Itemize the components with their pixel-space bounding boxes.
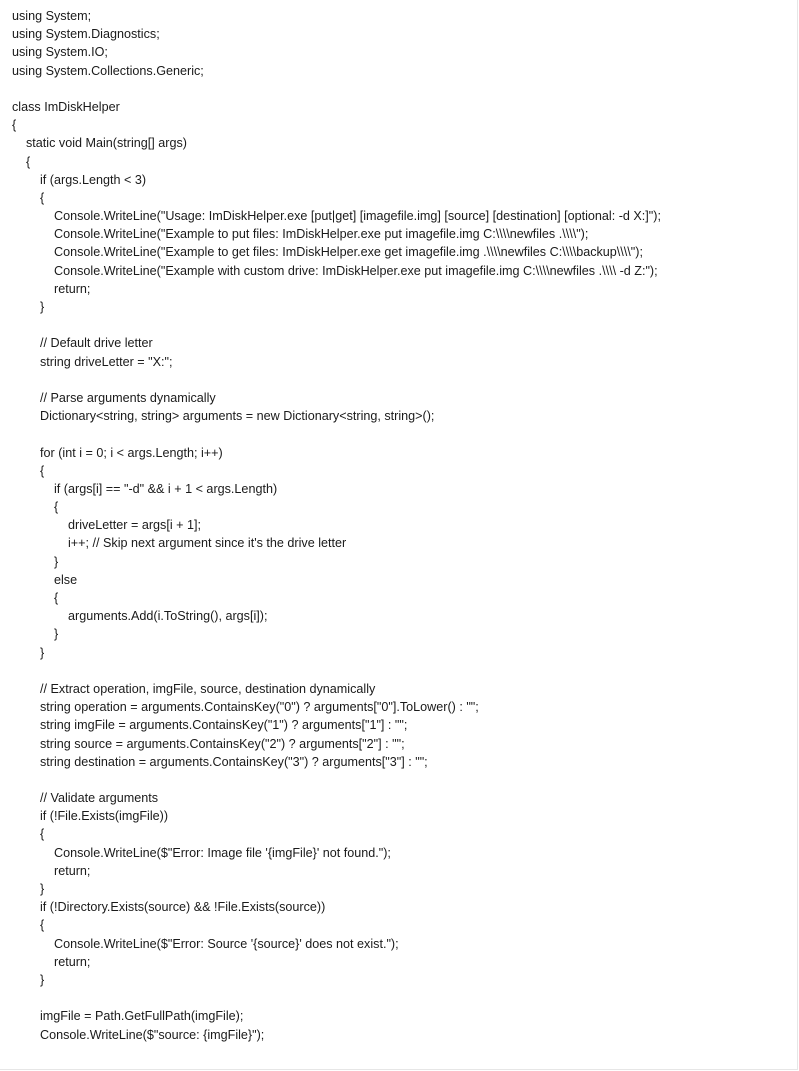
code-line: string operation = arguments.ContainsKey("0") ? arguments["0"].ToLower() : ""; [40, 700, 479, 715]
code-line: { [40, 463, 45, 478]
blank-line [12, 371, 661, 389]
code-line: Console.WriteLine("Example to put files: ImDiskHelper.exe put imagefile.img C:\\\\newfiles .\\\\"); [54, 227, 589, 242]
code-line: else [54, 572, 78, 587]
code-line: // Default drive letter [40, 336, 153, 351]
code-line: return; [54, 863, 91, 878]
code-line: // Validate arguments [40, 791, 159, 806]
code-line: i++; // Skip next argument since it's the drive letter [68, 536, 347, 551]
code-line: { [40, 190, 45, 205]
code-line: static void Main(string[] args) [26, 136, 187, 151]
code-line: } [54, 554, 59, 569]
code-line: Console.WriteLine($"Error: Source '{source}' does not exist."); [54, 936, 399, 951]
code-line: } [40, 300, 45, 314]
code-line: // Extract operation, imgFile, source, destination dynamically [40, 681, 376, 696]
code-line: if (!File.Exists(imgFile)) [40, 809, 169, 824]
code-line: if (args.Length < 3) [40, 172, 147, 187]
code-line: using System.Diagnostics; [12, 27, 160, 42]
code-line: Console.WriteLine("Example to get files: ImDiskHelper.exe get imagefile.img .\\\\newfiles C:\\\\backup\\\\"); [54, 245, 643, 260]
blank-line [12, 316, 661, 334]
blank-line [12, 662, 661, 680]
code-line: { [26, 154, 31, 169]
code-line: if (args[i] == "-d" && i + 1 < args.Length) [54, 481, 278, 496]
code-line: for (int i = 0; i < args.Length; i++) [40, 445, 223, 460]
code-line: // Parse arguments dynamically [40, 390, 216, 405]
code-line: string source = arguments.ContainsKey("2") ? arguments["2"] : ""; [40, 736, 405, 751]
code-line: arguments.Add(i.ToString(), args[i]); [68, 609, 268, 624]
code-line: } [40, 972, 45, 987]
code-line: return; [54, 281, 91, 296]
code-line: { [54, 591, 59, 605]
code-line: { [12, 118, 17, 133]
blank-line [12, 771, 661, 789]
blank-line [12, 989, 661, 1007]
code-line: return; [54, 954, 91, 969]
code-line: driveLetter = args[i + 1]; [68, 518, 202, 533]
code-line: using System.IO; [12, 45, 108, 60]
code-line: string destination = arguments.ContainsKey("3") ? arguments["3"] : ""; [40, 754, 428, 769]
code-line: string driveLetter = "X:"; [40, 354, 173, 369]
code-line: Console.WriteLine("Example with custom drive: ImDiskHelper.exe put imagefile.img C:\\\\newfiles .\\\\ -d Z:"); [54, 263, 658, 278]
code-line: imgFile = Path.GetFullPath(imgFile); [40, 1009, 244, 1024]
code-line: class ImDiskHelper [12, 99, 120, 114]
code-line: } [40, 882, 45, 896]
code-line: string imgFile = arguments.ContainsKey("1") ? arguments["1"] : ""; [40, 718, 408, 733]
code-line: { [40, 827, 45, 842]
code-line: } [40, 645, 45, 660]
blank-line [12, 80, 661, 98]
code-block [12, 7, 661, 1044]
code-line: } [54, 627, 59, 642]
code-line: using System; [12, 9, 92, 23]
code-line: { [40, 918, 45, 933]
code-line: Console.WriteLine($"Error: Image file '{imgFile}' not found."); [54, 845, 391, 860]
code-line: if (!Directory.Exists(source) && !File.Exists(source)) [40, 900, 326, 915]
code-line: Console.WriteLine($"source: {imgFile}"); [40, 1027, 265, 1042]
code-line: using System.Collections.Generic; [12, 63, 204, 78]
blank-line [12, 425, 661, 443]
code-line: { [54, 500, 59, 515]
code-line: Console.WriteLine("Usage: ImDiskHelper.exe [put|get] [imagefile.img] [source] [destination] [optional: -d X:]"); [54, 209, 661, 224]
code-line: Dictionary<string, string> arguments = new Dictionary<string, string>(); [40, 409, 435, 424]
